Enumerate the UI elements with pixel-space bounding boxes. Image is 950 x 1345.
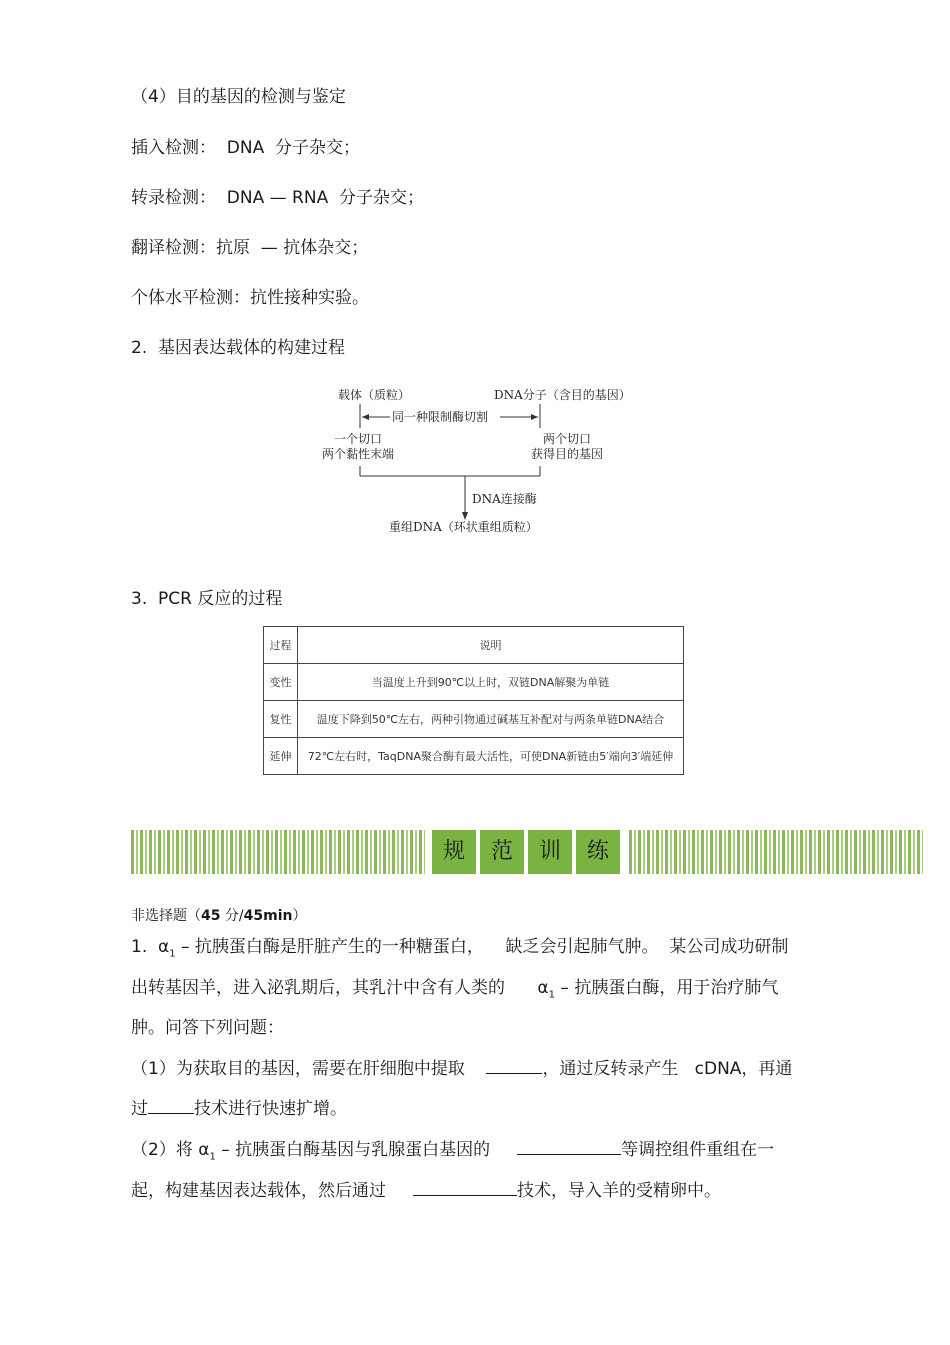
section-3-title: 3. PCR 反应的过程 — [131, 589, 283, 609]
table-row — [264, 627, 684, 664]
one-cut-label: 一个切口 — [334, 432, 383, 446]
translation-detection: 翻译检测：抗原 — 抗体杂交； — [131, 238, 369, 258]
q-text: 起，构建基因表达载体，然后通过 — [131, 1181, 414, 1201]
question-1-line-3: 肿。问答下列问题： — [131, 1018, 284, 1038]
subquestion-1-line-2 — [131, 1097, 347, 1120]
banner-stripes-right — [629, 830, 923, 874]
table-cell: 延伸 — [264, 738, 298, 775]
q-subscript: 1 — [209, 1151, 216, 1163]
table-row — [264, 738, 684, 775]
transcription-detection: 转录检测： DNA — RNA 分子杂交； — [131, 188, 425, 208]
banner-char: 练 — [576, 830, 620, 874]
subquestion-2-line-1 — [131, 1138, 774, 1168]
heading-text: 非选择题（ — [131, 908, 201, 924]
exercise-heading — [131, 905, 307, 927]
insertion-detection: 插入检测： DNA 分子杂交； — [131, 138, 361, 158]
question-1-line-2 — [131, 977, 778, 1006]
q-text: （2）将 α — [131, 1140, 210, 1160]
vector-label: 载体（质粒） — [338, 388, 411, 402]
q-text: 技术，导入羊的受精卵中。 — [517, 1181, 722, 1201]
answer-blank[interactable] — [517, 1138, 621, 1155]
q-text: （1）为获取目的基因，需要在肝细胞中提取 — [131, 1059, 487, 1079]
q-text: 出转基因羊，进入泌乳期后，其乳汁中含有人类的 α — [131, 978, 549, 998]
table-row — [264, 701, 684, 738]
banner-char: 训 — [528, 830, 572, 874]
heading-text: 分/ — [220, 908, 244, 924]
q-text: ，通过反转录产生 cDNA，再通 — [542, 1059, 793, 1079]
q-text: – 抗胰蛋白酶，用于治疗肺气 — [555, 978, 779, 998]
table-row — [264, 664, 684, 701]
banner-char: 范 — [480, 830, 524, 874]
recombinant-dna-label: 重组DNA（环状重组质粒） — [389, 520, 538, 534]
q-text: 等调控组件重组在一 — [621, 1140, 775, 1160]
pcr-table — [263, 626, 684, 775]
table-cell: 变性 — [264, 664, 298, 701]
subquestion-2-line-2 — [131, 1179, 721, 1202]
table-header-description: 说明 — [298, 627, 684, 664]
subquestion-1-line-1 — [131, 1057, 792, 1080]
q-text: – 抗胰蛋白酶基因与乳腺蛋白基因的 — [215, 1140, 518, 1160]
answer-blank[interactable] — [413, 1179, 517, 1196]
section-2-title: 2. 基因表达载体的构建过程 — [131, 338, 346, 358]
q-subscript: 1 — [169, 948, 176, 960]
answer-blank[interactable] — [148, 1097, 194, 1114]
banner-char: 规 — [432, 830, 476, 874]
q-text: 过 — [131, 1099, 148, 1119]
question-1-line-1 — [131, 936, 788, 965]
sticky-ends-label: 两个黏性末端 — [322, 447, 395, 461]
q-text: 1. α — [131, 937, 170, 957]
ligase-label: DNA连接酶 — [472, 492, 537, 506]
heading-time: 45min — [243, 908, 293, 924]
individual-detection: 个体水平检测：抗性接种实验。 — [131, 288, 369, 308]
q-text: – 抗胰蛋白酶是肝脏产生的一种糖蛋白， 缺乏会引起肺气肿。 某公司成功研制 — [175, 937, 789, 957]
table-cell: 72℃左右时，TaqDNA聚合酶有最大活性，可使DNA新链由5′端向3′端延伸 — [298, 738, 684, 775]
banner-stripes-left — [131, 830, 425, 874]
table-header-process: 过程 — [264, 627, 298, 664]
table-cell: 温度下降到50℃左右，两种引物通过碱基互补配对与两条单链DNA结合 — [298, 701, 684, 738]
table-cell: 复性 — [264, 701, 298, 738]
heading-text: ） — [292, 908, 307, 924]
section-title-4: （4）目的基因的检测与鉴定 — [131, 87, 346, 107]
q-text: 技术进行快速扩增。 — [194, 1099, 347, 1119]
target-gene-label: 获得目的基因 — [531, 447, 604, 461]
restriction-enzyme-label: 同一种限制酶切割 — [392, 410, 489, 424]
dna-label: DNA分子（含目的基因） — [494, 388, 631, 402]
heading-score: 45 — [201, 908, 221, 924]
answer-blank[interactable] — [486, 1057, 542, 1074]
table-cell: 当温度上升到90℃以上时，双链DNA解聚为单链 — [298, 664, 684, 701]
vector-construction-diagram — [300, 380, 640, 540]
two-cuts-label: 两个切口 — [543, 432, 592, 446]
practice-banner — [131, 830, 923, 874]
q-subscript: 1 — [548, 989, 556, 1001]
